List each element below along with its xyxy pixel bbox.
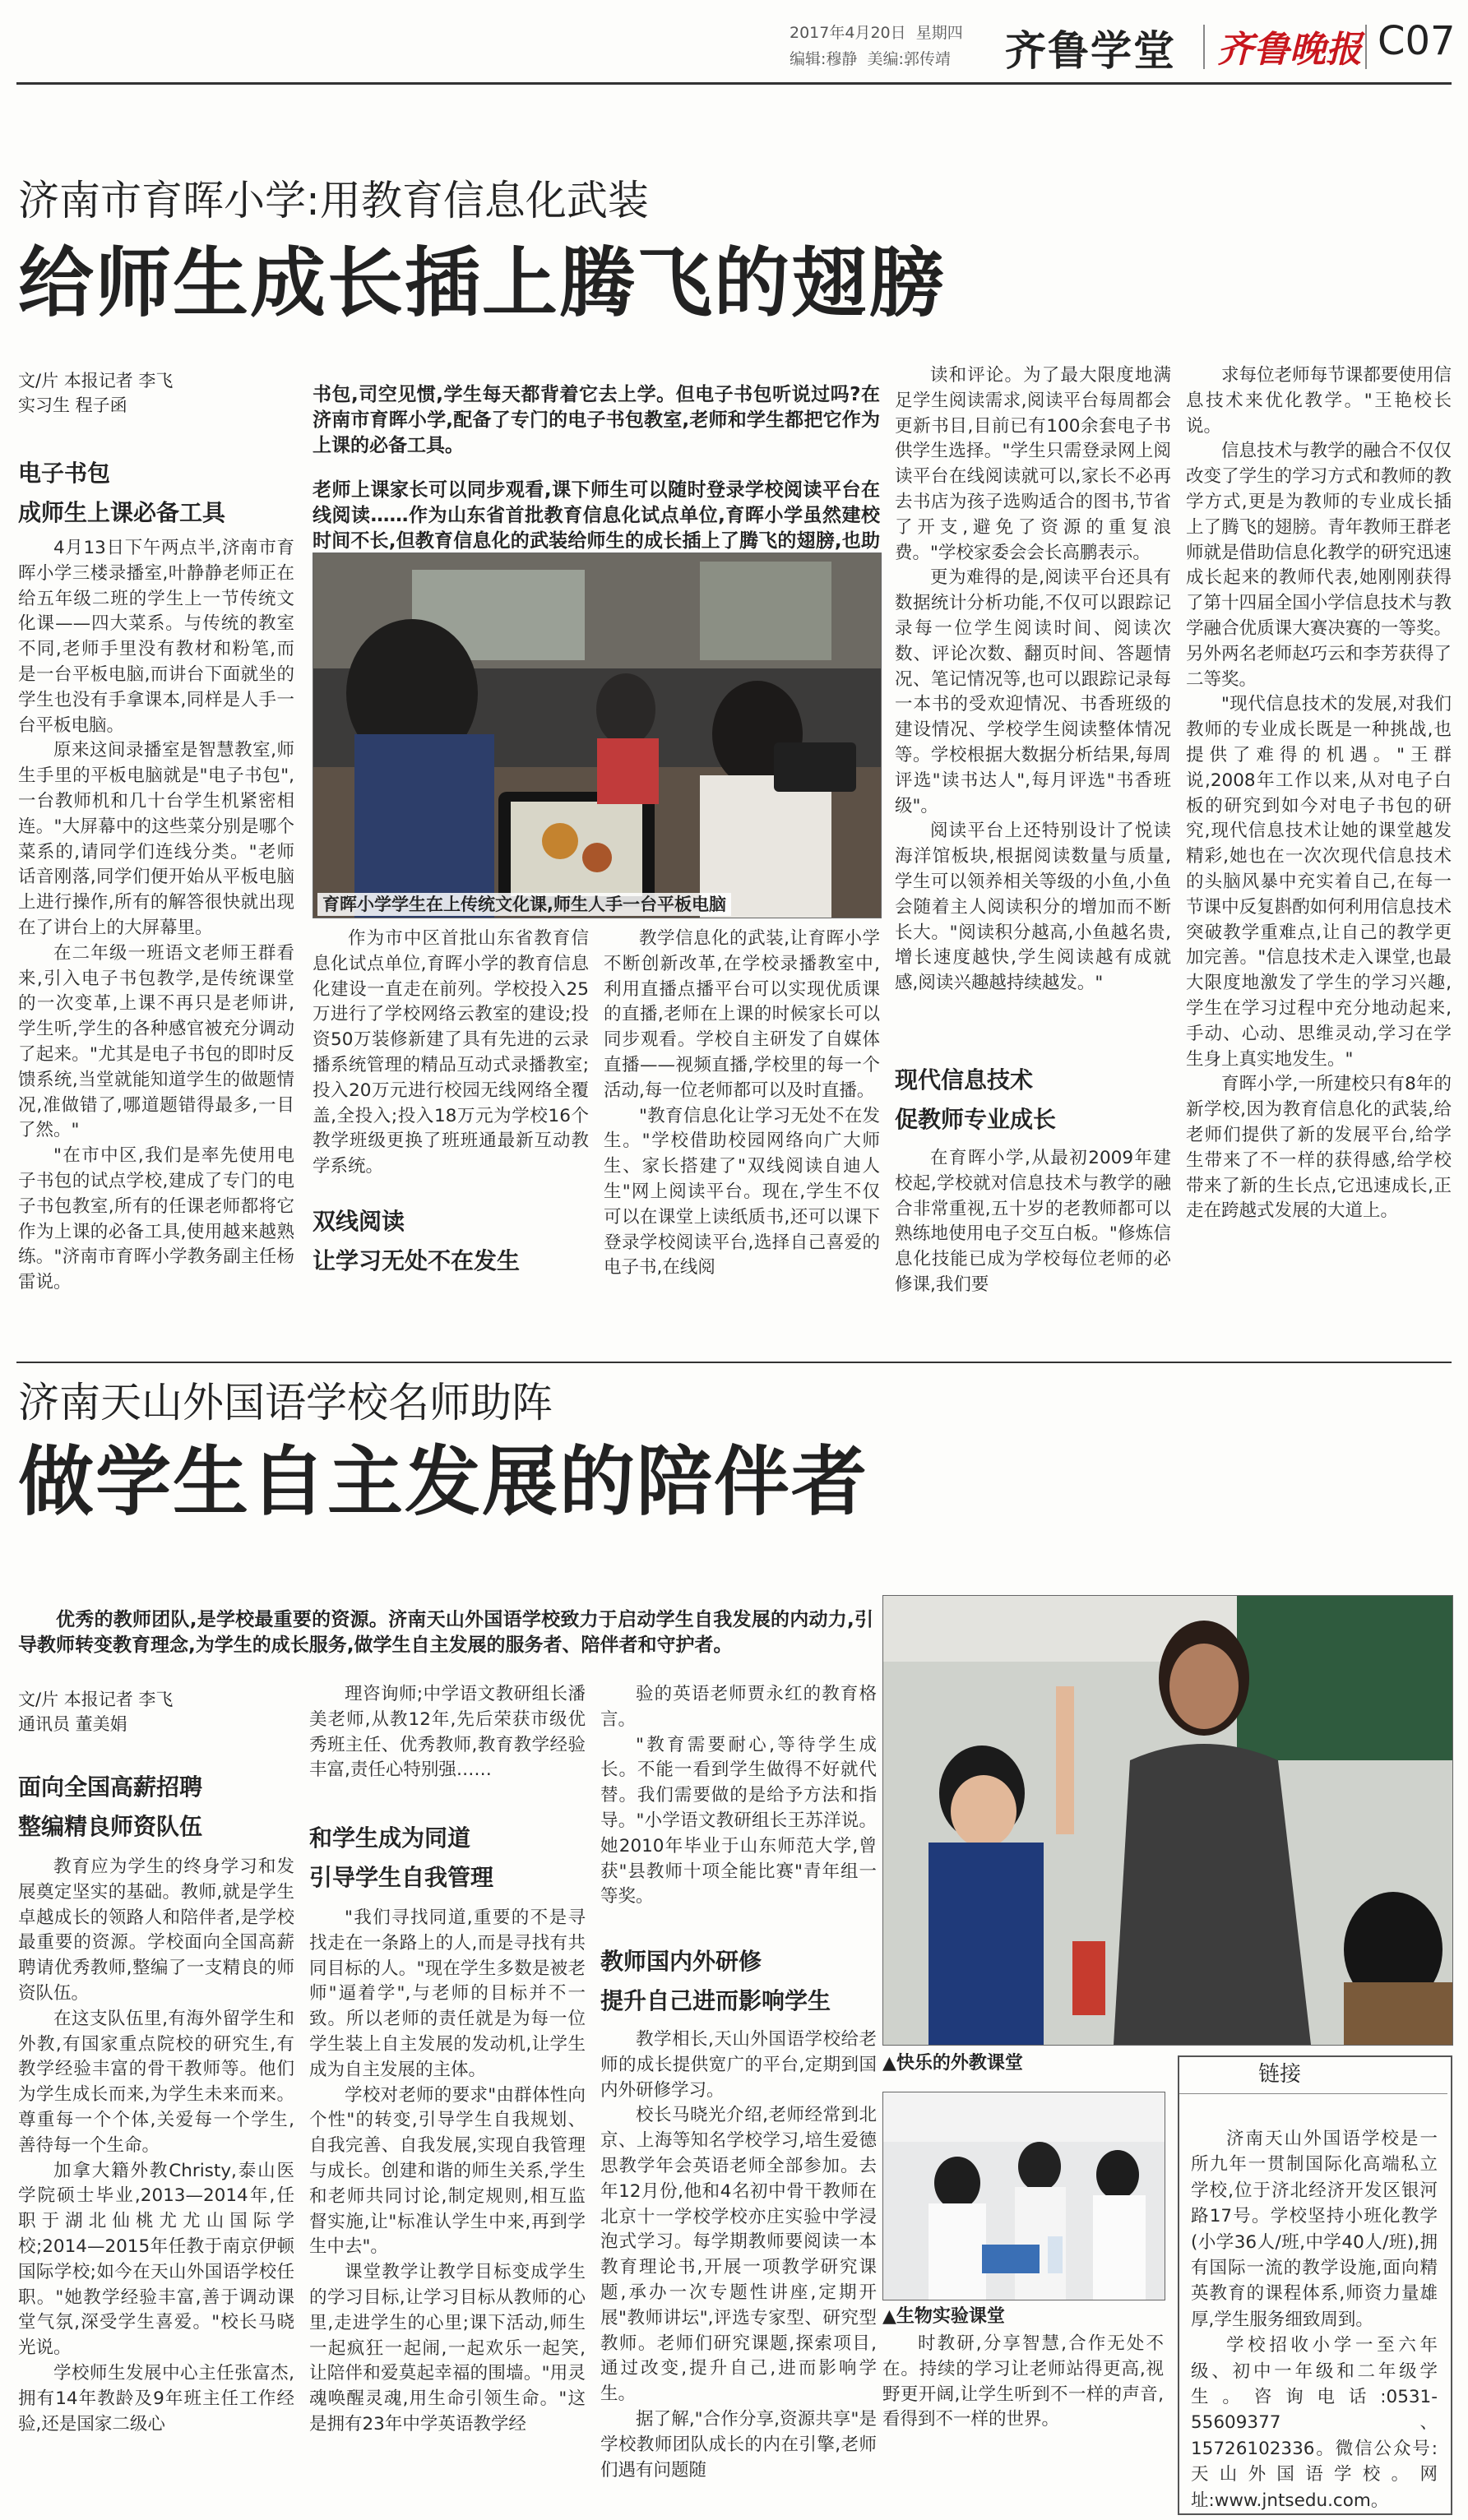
paragraph: 更为难得的是,阅读平台还具有数据统计分析功能,不仅可以跟踪记录每一位学生阅读时间、阅读次数、评论次数、翻页时间、答题情况、笔记情况等,也可以跟踪记录每一本书的受欢迎情况、书香班级的建设情况、学校学生阅读整体情况等。学校根据大数据分析结果,每周评选"读书达人",每月评选"书香班级"。 [895,567,1171,816]
article1-column-4b [895,1146,1171,1352]
paragraph: "教育需要耐心,等待学生成长。不能一看到学生做得不好就代替。我们需要做的是给予方法和指导。"小学语文教研组长王苏洋说。她2010年毕业于山东师范大学,曾获"县教师十项全能比赛"青年组一等奖。 [600,1734,877,1907]
paragraph: 作为市中区首批山东省教育信息化试点单位,育晖小学的教育信息化建设一直走在前列。学校投入25万进行了学校网络云教室的建设;投资50万装修新建了具有先进的云录播系统管理的精品互动式录播教室;投入20万元进行校园无线网络全覆盖,全投入;投入18万元为学校16个教学班级更换了班班通最新互动教学系统。 [313,928,589,1177]
paragraph: 加拿大籍外教Christy,泰山医学院硕士毕业,2013—2014年,任职于湖北仙桃尤尤山国际学校;2014—2015年任教于南京伊顿国际学校;如今在天山外国语学校任职。"她教学经验丰富,善于调动课堂气氛,深受学生喜爱。"校长马晓光说。 [18,2160,294,2359]
article2-column-2a [309,1682,586,1784]
article1-subhead-2: 双线阅读 让学习无处不在发生 [313,1208,521,1274]
article2-photo-1-caption: ▲快乐的外教课堂 [882,2053,1023,2074]
article1-subhead-3: 现代信息技术 促教师专业成长 [895,1066,1057,1133]
article2-subhead-2: 和学生成为同道 引导学生自我管理 [309,1824,494,1891]
link-body [1191,2126,1438,2511]
paragraph: 在育晖小学,从最初2009年建校起,学校就对信息技术与教学的融合非常重视,五十岁的老教师都可以熟练地使用电子交互白板。"修炼信息化技能已成为学校每位老师的必修课,我们要 [895,1148,1171,1295]
article1-lead [313,363,880,552]
page-number: C07 [1378,18,1456,64]
paragraph: 优秀的教师团队,是学校最重要的资源。济南天山外国语学校致力于启动学生自我发展的内动力,引导教师转变教育理念,为学生的成长服务,做学生自主发展的服务者、陪伴者和守护者。 [18,1609,873,1656]
article2-subhead-1: 面向全国高薪招聘 整编精良师资队伍 [18,1773,203,1840]
english-class-photo-illustration [883,1596,1452,2045]
article1-column-1 [18,536,294,1352]
article2-photo-2 [882,2092,1165,2300]
article1-column-3 [604,927,880,1352]
article1-kicker: 济南市育晖小学:用教育信息化武装 [18,177,649,224]
paper-logo: 齐鲁晚报 [1217,29,1362,71]
article2-byline [18,1687,298,1736]
paragraph: 理咨询师;中学语文教研组长潘美老师,从教12年,先后荣获市级优秀班主任、优秀教师,教育教学经验丰富,责任心特别强…… [309,1684,586,1781]
paragraph: 信息技术与教学的融合不仅仅改变了学生的学习方式和教师的教学方式,更是为教师的专业成长插上了腾飞的翅膀。青年教师王群老师就是借助信息化教学的研究迅速成长起来的教师代表,她刚刚获得了第十四届全国小学信息技术与教学融合优质课大赛决赛的一等奖。另外两名老师赵巧云和李芳获得了二等奖。 [1186,441,1452,690]
article2-subhead-3: 教师国内外研修 提升自己进而影响学生 [600,1948,831,2014]
article1-column-2 [313,927,589,1181]
paragraph: 时教研,分享智慧,合作无处不在。持续的学习让老师站得更高,视野更开阔,让学生听到不一样的声音,看得到不一样的世界。 [882,2333,1164,2430]
article2-headline: 做学生自主发展的陪伴者 [18,1438,869,1526]
paragraph: 在二年级一班语文老师王群看来,引入电子书包教学,是传统课堂的一次变革,上课不再只是老师讲,学生听,学生的各种感官被充分调动了起来。"尤其是电子书包的即时反馈系统,当堂就能知道学生的做题情况,准做错了,哪道题错得最多,一目了然。" [18,942,294,1141]
article2-photo-2-caption: ▲生物实验课堂 [882,2306,1005,2327]
article2-column-1 [18,1855,294,2513]
article2-photo-1 [882,1595,1453,2046]
weekday: 星期四 [915,24,963,42]
section-title: 齐鲁学堂 [1005,27,1176,75]
paragraph: 教学相长,天山外国语学校给老师的成长提供宽广的平台,定期到国内外研修学习。 [600,2029,877,2101]
article1-subhead-1: 电子书包 成师生上课必备工具 [18,460,226,526]
paragraph: 学校招收小学一至六年级、初中一年级和二年级学生。咨询电话:0531-55609377、15726102336。微信公众号:天山外国语学校。网址:www.jntsedu.com。 [1191,2335,1438,2511]
link-title: 链接 [1258,2062,1302,2087]
article1-byline [18,368,298,418]
article2-column-2b [309,1906,586,2513]
paragraph: 原来这间录播室是智慧教室,师生手里的平板电脑就是"电子书包",一台教师机和几十台学生机紧密相连。"大屏幕中的这些菜分别是哪个菜系的,请同学们连线分类。"老师话音刚落,同学们便开始从平板电脑上进行操作,所有的解答很快就出现在了讲台上的大屏幕里。 [18,740,294,938]
paragraph: 阅读平台上还特别设计了悦读海洋馆板块,根据阅读数量与质量,学生可以领养相关等级的小鱼,小鱼会随着主人阅读积分的增加而不断长大。"阅读积分越高,小鱼越名贵,增长速度越快,学生阅读越有成就感,阅读兴趣越持续越发。" [895,821,1171,994]
paragraph: 4月13日下午两点半,济南市育晖小学三楼录播室,叶静静老师正在给五年级二班的学生上一节传统文化课——四大菜系。与传统的教室不同,老师手里没有教材和粉笔,而是一台平板电脑,而讲台下面就坐的学生也没有手拿课本,同样是人手一台平板电脑。 [18,538,294,736]
paragraph: "我们寻找同道,重要的不是寻找走在一条路上的人,而是寻找有共同目标的人。"现在学生多数是被老师"逼着学",与老师的目标并不一致。所以老师的责任就是为每一位学生装上自主发展的发动机,让学生成为自主发展的主体。 [309,1907,586,2080]
paragraph: 验的英语老师贾永红的教育格言。 [600,1684,877,1730]
paragraph: 教育应为学生的终身学习和发展奠定坚实的基础。教师,就是学生卓越成长的领路人和陪伴者,是学校最重要的资源。学校面向全国高薪聘请优秀教师,整编了一支精良的师资队伍。 [18,1856,294,2004]
paragraph: 求每位老师每节课都要使用信息技术来优化教学。"王艳校长说。 [1186,365,1452,437]
article2-column-4 [882,2332,1164,2513]
paragraph: 课堂教学让教学目标变成学生的学习目标,让学习目标从教师的心里,走进学生的心里;课下活动,师生一起疯狂一起闹,一起欢乐一起笑,让陪伴和爱莫起幸福的围墙。"用灵魂唤醒灵魂,用生命引领生命。"这是拥有23年中学英语教学经 [309,2262,586,2434]
paragraph: 济南天山外国语学校是一所九年一贯制国际化高端私立学校,位于济北经济开发区银河路17号。学校坚持小班化教学(小学36人/班,中学40人/班),拥有国际一流的教学设施,面向精英教育的课程体系,师资力量雄厚,学生服务细致周到。 [1191,2129,1438,2330]
date: 2017年4月20日 [790,24,906,42]
byline-correspondent: 通讯员 董美娟 [18,1714,127,1734]
paragraph: 校长马晓光介绍,老师经常到北京、上海等知名学校学习,培生爱德思教学年会英语老师全部参加。去年12月份,他和4名初中骨干教师在北京十一学校学校亦庄实验中学浸泡式学习。每学期教师要阅读一本教育理论书,开展一项教学研究课题,承办一次专题性讲座,定期开展"教师讲坛",评选专家型、研究型教师。老师们研究课题,探索项目,通过改变,提升自己,进而影响学生。 [600,2105,877,2405]
article1-column-5 [1186,363,1452,1352]
paragraph: 读和评论。为了最大限度地满足学生阅读需求,阅读平台每周都会更新书目,目前已有100余套电子书供学生选择。"学生只需登录网上阅读平台在线阅读就可以,家长不必再去书店为孩子选购适合的图书,节省了开支,避免了资源的重复浪费。"学校家委会会长高鹏表示。 [895,365,1171,563]
paragraph: 老师上课家长可以同步观看,课下师生可以随时登录学校阅读平台在线阅读……作为山东省首批教育信息化试点单位,育晖小学虽然建校时间不长,但教育信息化的武装给师生的成长插上了腾飞的翅膀,也助 [313,479,880,552]
paragraph: "在市中区,我们是率先使用电子书包的试点学校,建成了专门的电子书包教室,所有的任课老师都将它作为上课的必备工具,使用越来越熟练。"济南市育晖小学教务副主任杨雷说。 [18,1145,294,1293]
article1-photo [313,553,882,918]
article2-column-3a [600,1682,877,1937]
paragraph: 书包,司空见惯,学生每天都背着它去上学。但电子书包听说过吗?在济南市育晖小学,配备了专门的电子书包教室,老师和学生都把它作为上课的必备工具。 [313,384,880,456]
editor-credits [790,48,951,71]
classroom-photo-illustration [313,553,881,918]
paragraph: 教学信息化的武装,让育晖小学不断创新改革,在学校录播教室中,利用直播点播平台可以实现优质课的直播,老师在上课的时候家长可以同步观看。学校自主研发了自媒体直播——视频直播,学校里的每一个活动,每一位老师都可以及时直播。 [604,928,880,1101]
article1-column-4 [895,363,1171,1060]
byline-reporter: 文/片 本报记者 李飞 [18,1690,174,1709]
article2-kicker: 济南天山外国语学校名师助阵 [18,1379,553,1426]
paragraph: 育晖小学,一所建校只有8年的新学校,因为教育信息化的武装,给老师们提供了新的发展平台,给学生带来了不一样的获得感,给学校带来了新的生长点,它迅速成长,正走在跨越式发展的大道上。 [1186,1074,1452,1222]
article2-lead [18,1588,873,1656]
designer: 美编:郭传靖 [867,50,951,68]
paragraph: "教育信息化让学习无处不在发生。"学校借助校园网络向广大师生、家长搭建了"双线阅读自迪人生"网上阅读平台。现在,学生不仅可以在课堂上读纸质书,还可以课下登录学校阅读平台,选择自己喜爱的电子书,在线阅 [604,1105,880,1278]
biology-lab-photo-illustration [883,2092,1165,2300]
issue-date [790,21,963,44]
paragraph: 在这支队伍里,有海外留学生和外教,有国家重点院校的研究生,有教学经验丰富的骨干教师等。他们为学生成长而来,为学生未来而来。尊重每一个个体,关爱每一个学生,善待每一个生命。 [18,2008,294,2156]
byline-intern: 实习生 程子函 [18,395,127,415]
editor: 编辑:穆静 [790,50,858,68]
paragraph: 学校对老师的要求"由群体性向个性"的转变,引导学生自我规划、自我完善、自我发展,实现自我管理与成长。创建和谐的师生关系,学生和老师共同讨论,制定规则,相互监督实施,让"标准认学生中来,再到学生中去"。 [309,2084,586,2258]
paragraph: 学校师生发展中心主任张富杰,拥有14年教龄及9年班主任工作经验,还是国家二级心 [18,2362,294,2434]
article1-photo-caption: 育晖小学学生在上传统文化课,师生人手一台平板电脑 [317,893,731,916]
paragraph: 据了解,"合作分享,资源共享"是学校教师团队成长的内在引擎,老师们遇有问题随 [600,2408,877,2481]
article1-headline: 给师生成长插上腾飞的翅膀 [18,239,947,327]
byline-reporter: 文/片 本报记者 李飞 [18,371,174,391]
article2-column-3b [600,2028,877,2513]
paragraph: "现代信息技术的发展,对我们教师的专业成长既是一种挑战,也提供了难得的机遇。"王群说,2008年工作以来,从对电子白板的研究到如今对电子书包的研究,现代信息技术让她的课堂越发精彩,她也在一次次现代信息技术的头脑风暴中充实着自己,在每一节课中反复斟酌如何利用信息技术突破教学重难点,让自己的教学更加完善。"信息技术走入课堂,也最大限度地激发了学生的学习兴趣,学生在学习过程中充分地动起来,手动、心动、思维灵动,学习在学生身上真实地发生。" [1186,694,1452,1070]
